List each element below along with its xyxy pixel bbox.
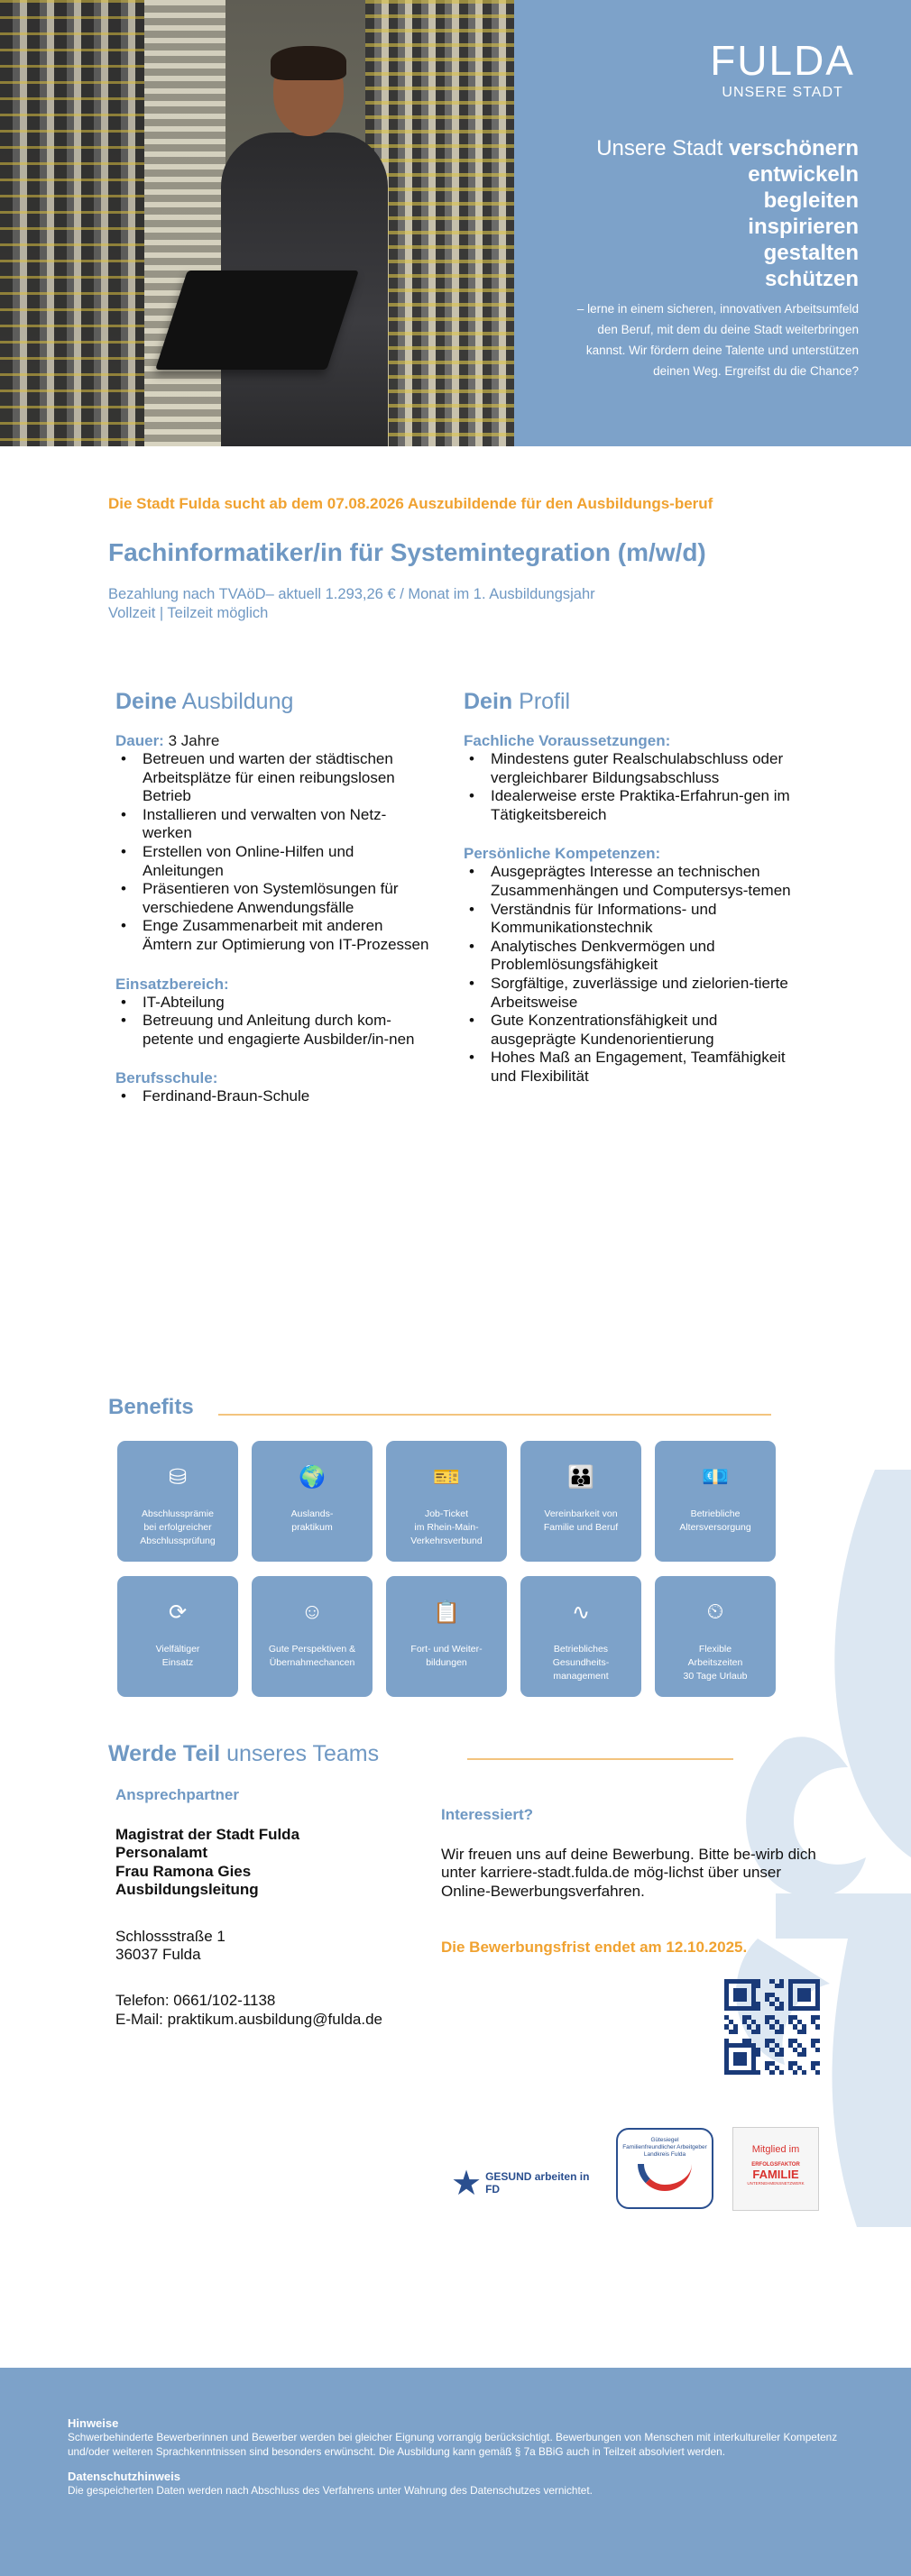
hint-text: Schwerbehinderte Bewerberinnen und Bewerber werden bei gleicher Eignung vorrangig berücksichtigt. Bewerbungen von Menschen mit interkultureller Kompetenz und/oder weiteren Sprachkenntnissen sind besonders erwünscht. Die Ausbildung kann gemäß § 7a BBiG auch in Teilzeit absolviert werden. [68,2431,838,2458]
qr-code[interactable] [724,1979,820,2075]
benefit-tile [386,1576,507,1697]
pers-label: Persönliche Kompetenzen: [464,845,661,863]
benefit-tile [117,1441,238,1562]
profil-heading: Dein Profil [464,689,571,714]
deadline: Die Bewerbungsfrist endet am 12.10.2025. [441,1939,748,1957]
claim-word: schützen [764,267,859,291]
job-intro [108,494,794,623]
fach-list [464,750,806,824]
task-list [115,750,436,955]
list-item: • Ausgeprägtes Interesse an technischen Zusammenhängen und Computersys-temen [464,863,806,900]
benefit-tile [386,1441,507,1562]
privacy-title: Datenschutzhinweis [68,2470,180,2483]
benefit-tile [252,1441,373,1562]
interest-text: Wir freuen uns auf deine Bewerbung. Bitte be-wirb dich unter karriere-stadt.fulda.de mög-lichst über unser Online-Bewerbungsverfahren. [441,1846,816,1900]
einsatz-list [115,994,436,1050]
money-icon: 💶 [702,1464,729,1490]
benefit-tile [520,1441,641,1562]
erfolgsfaktor-familie-badge: Mitglied im ERFOLGSFAKTOR FAMILIE UNTERNEHMENSNETZWERK [732,2127,819,2211]
list-item: • Installieren und verwalten von Netz-werken [115,806,436,843]
benefit-label: Betriebliche Altersversorgung [679,1508,751,1533]
privacy-text: Die gespeicherten Daten werden nach Abschluss des Verfahrens unter Wahrung des Datenschutzes vernichtet. [68,2484,593,2497]
server-rack-middle [144,0,225,446]
guetesiegel-badge: Gütesiegel Familienfreundlicher Arbeitgeber Landkreis Fulda [616,2128,713,2209]
benefit-grid [117,1441,781,1697]
benefit-tile [655,1441,776,1562]
benefit-tile [520,1576,641,1697]
ausbildung-heading: Deine Ausbildung [115,689,294,714]
list-item: • Idealerweise erste Praktika-Erfahrun-gen im Tätigkeitsbereich [464,787,806,824]
logo-word: FULDA [710,37,855,84]
contact-phone-email [115,1992,440,2029]
fach-label: Fachliche Voraussetzungen: [464,732,671,749]
list-item: • Verständnis für Informations- und Kommunikationstechnik [464,901,806,938]
dauer-value: 3 Jahre [168,732,220,749]
benefit-label: Job-Ticket im Rhein-Main- Verkehrsverbund [410,1508,483,1546]
flexible-time-icon: ⏲ [706,1600,724,1624]
list-item: • Gute Konzentrationsfähigkeit und ausgeprägte Kundenorientierung [464,1012,806,1049]
schule-label: Berufsschule: [115,1069,218,1087]
list-item: • Hohes Maß an Engagement, Teamfähigkeit und Flexibilität [464,1049,806,1086]
dauer [115,731,436,750]
logo-subtitle: UNSERE STADT [722,85,843,100]
fulda-logo [710,38,855,101]
hero-photo [0,0,514,446]
rotate-360-icon: ⟳ [168,1600,188,1625]
list-item: • Erstellen von Online-Hilfen und Anleitungen [115,843,436,880]
benefit-label: Flexible Arbeitszeiten 30 Tage Urlaub [683,1644,748,1682]
benefit-label: Vielfältiger Einsatz [155,1644,200,1668]
benefit-tile [252,1576,373,1697]
globe-icon: 🌍 [299,1464,326,1490]
schule-list [115,1087,436,1106]
benefit-label: Vereinbarkeit von Familie und Beruf [543,1508,619,1533]
benefit-tile [117,1576,238,1697]
hero-claim [596,135,859,292]
claim-lead: Unsere Stadt [596,136,723,160]
list-item: • Mindestens guter Realschulabschluss oder vergleichbarer Bildungsabschluss [464,750,806,787]
benefit-label: Fort- und Weiter- bildungen [410,1644,483,1668]
benefits-divider [218,1414,771,1416]
pay-info [108,585,794,623]
profil-column [464,688,806,1086]
ticket-icon: 🎫 [433,1464,460,1490]
benefits-heading: Benefits [108,1395,194,1419]
hint-title: Hinweise [68,2416,119,2430]
gesund-badge: ★ GESUND arbeiten in FD [451,2164,590,2203]
benefit-tile [655,1576,776,1697]
benefit-label: Auslands- praktikum [290,1508,334,1533]
claim-word: begleiten [763,188,859,213]
heartbeat-icon: ∿ [571,1600,591,1625]
dauer-label: Dauer: [115,732,164,749]
benefit-label: Betriebliches Gesundheits- management [552,1644,610,1682]
laptop [155,270,359,370]
claim-word: entwickeln [748,162,859,187]
smiley-icon: ☺ [300,1600,324,1624]
ausbildung-column [115,688,436,1106]
star-icon: ★ [451,2164,483,2203]
list-item: • IT-Abteilung [115,994,436,1013]
benefit-label: Abschlussprämie bei erfolgreicher Abschlussprüfung [140,1508,216,1546]
family-icon: 👪 [567,1464,594,1490]
email[interactable]: E-Mail: praktikum.ausbildung@fulda.de [115,2010,383,2028]
contact-address: Schlossstraße 1 36037 Fulda [115,1927,225,1964]
contact-block [115,1785,440,2029]
interest-block [441,1785,820,1957]
list-item: • Analytisches Denkvermögen und Problemlösungsfähigkeit [464,938,806,975]
pers-list [464,863,806,1086]
claim-word: inspirieren [748,215,859,239]
server-rack-left [0,0,144,446]
search-announcement: Die Stadt Fulda sucht ab dem 07.08.2026 Auszubildende für den Ausbildungs-beruf [108,495,713,512]
pay-line: Bezahlung nach TVAöD– aktuell 1.293,26 € / Monat im 1. Ausbildungsjahr [108,586,595,602]
claim-word: verschönern [728,136,859,160]
time-line: Vollzeit | Teilzeit möglich [108,605,269,621]
footer [0,2368,911,2576]
hero-claim-panel [514,0,911,446]
list-item: • Sorgfältige, zuverlässige und zielorien-tierte Arbeitsweise [464,975,806,1012]
list-item: • Ferdinand-Braun-Schule [115,1087,436,1106]
list-item: • Betreuung und Anleitung durch kom-petente und engagierte Ausbilder/in-nen [115,1012,436,1049]
hero-claim-text: – lerne in einem sicheren, innovativen Arbeitsumfeld den Beruf, mit dem du deine Stadt weiterbringen kannst. Wir fördern deine Talente und unterstützen deinen Weg. Ergreifst du die Chance? [576,302,859,378]
list-item: • Enge Zusammenarbeit mit anderen Ämtern zur Optimierung von IT-Prozessen [115,917,436,954]
team-divider [467,1758,733,1760]
einsatz-label: Einsatzbereich: [115,975,229,993]
apprentice-figure [221,50,388,446]
interest-label: Interessiert? [441,1806,534,1823]
presentation-icon: 📋 [433,1600,460,1625]
contact-org: Magistrat der Stadt Fulda Personalamt Frau Ramona Gies Ausbildungsleitung [115,1826,300,1899]
job-title: Fachinformatiker/in für Systemintegration (m/w/d) [108,538,706,566]
list-item: • Präsentieren von Systemlösungen für verschiedene Anwendungsfälle [115,880,436,917]
contact-label: Ansprechpartner [115,1786,239,1803]
phone: Telefon: 0661/102-1138 [115,1992,276,2010]
claim-word: gestalten [763,241,859,265]
benefit-label: Gute Perspektiven & Übernahmechancen [268,1644,356,1668]
hero-banner [0,0,911,446]
team-heading: Werde Teil unseres Teams [108,1741,380,1766]
list-item: • Betreuen und warten der städtischen Arbeitsplätze für einen reibungslosen Betrieb [115,750,436,806]
coins-icon: ⛁ [168,1464,188,1490]
